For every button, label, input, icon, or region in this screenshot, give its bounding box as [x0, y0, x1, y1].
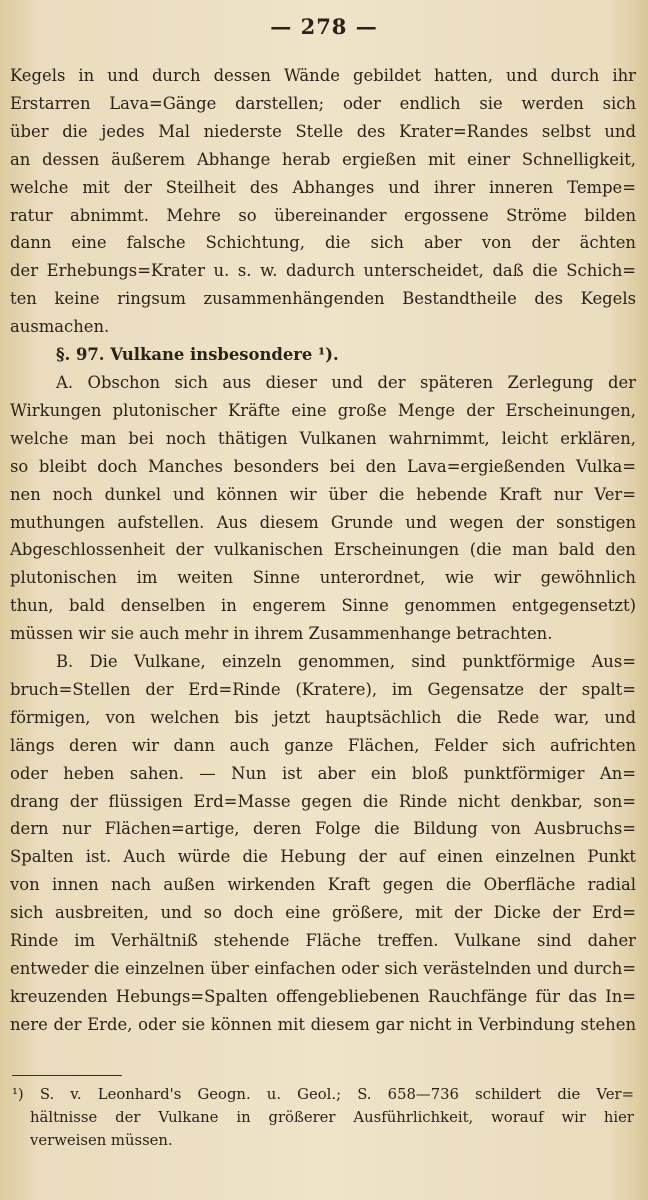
text-line: thun, bald denselben in engerem Sinne genommen entgegensetzt) [10, 596, 636, 616]
text-line: B. Die Vulkane, einzeln genommen, sind punktförmige Aus= [56, 652, 636, 672]
paragraph-b [10, 648, 636, 1039]
footnote-line: hältnisse der Vulkane in größerer Ausführlichkeit, worauf wir hier [30, 1109, 634, 1126]
text-line: entweder die einzelnen über einfachen oder sich verästelnden und durch= [10, 959, 636, 978]
text-line: so bleibt doch Manches besonders bei den Lava=ergießenden Vulka= [10, 456, 636, 476]
text-line: der Erhebungs=Krater u. s. w. dadurch unterscheidet, daß die Schich= [10, 261, 636, 281]
text-line: welche man bei noch thätigen Vulkanen wahrnimmt, leicht erklären, [10, 428, 636, 448]
text-line: oder heben sahen. — Nun ist aber ein bloß punktförmiger An= [10, 763, 636, 783]
text-line: ratur abnimmt. Mehre so übereinander ergossene Ströme bilden [10, 205, 636, 225]
text-line: ausmachen. [10, 317, 110, 337]
page-number: — 278 — [270, 14, 378, 39]
body-text [10, 62, 636, 1039]
text-line: über die jedes Mal niederste Stelle des Krater=Randes selbst und [10, 121, 636, 141]
text-line: von innen nach außen wirkenden Kraft gegen die Oberfläche radial [10, 875, 636, 895]
text-line: drang der flüssigen Erd=Masse gegen die Rinde nicht denkbar, son= [10, 791, 636, 811]
text-line: muthungen aufstellen. Aus diesem Grunde und wegen der sonstigen [10, 512, 636, 532]
text-line: kreuzenden Hebungs=Spalten offengebliebenen Rauchfänge für das In= [10, 986, 636, 1006]
text-line: bruch=Stellen der Erd=Rinde (Kratere), im Gegensatze der spalt= [10, 679, 636, 699]
paragraph-a [10, 369, 636, 648]
text-line: nen noch dunkel und können wir über die hebende Kraft nur Ver= [10, 484, 636, 504]
text-line: förmigen, von welchen bis jetzt hauptsächlich die Rede war, und [10, 707, 636, 727]
text-line: Abgeschlossenheit der vulkanischen Erscheinungen (die man bald den [10, 540, 636, 560]
paragraph-continuation [10, 62, 636, 341]
text-line: Spalten ist. Auch würde die Hebung der auf einen einzelnen Punkt [10, 847, 636, 867]
text-line: welche mit der Steilheit des Abhanges und ihrer inneren Tempe= [10, 177, 636, 197]
footnote [12, 1083, 634, 1152]
text-line: Erstarren Lava=Gänge darstellen; oder endlich sie werden sich [10, 93, 636, 113]
text-line: dern nur Flächen=artige, deren Folge die Bildung von Ausbruchs= [10, 819, 636, 839]
footnote-divider [12, 1075, 122, 1076]
section-heading: §. 97. Vulkane insbesondere ¹). [56, 345, 339, 365]
text-line: sich ausbreiten, und so doch eine größere, mit der Dicke der Erd= [10, 903, 636, 923]
text-line: an dessen äußerem Abhange herab ergießen mit einer Schnelligkeit, [10, 149, 636, 169]
text-line: ten keine ringsum zusammenhängenden Bestandtheile des Kegels [10, 289, 636, 309]
footnote-line: verweisen müssen. [30, 1132, 173, 1149]
text-line: nere der Erde, oder sie können mit diesem gar nicht in Verbindung stehen [10, 1014, 636, 1034]
text-line: müssen wir sie auch mehr in ihrem Zusammenhange betrachten. [10, 624, 553, 644]
text-line: Wirkungen plutonischer Kräfte eine große Menge der Erscheinungen, [10, 400, 636, 420]
text-line: Kegels in und durch dessen Wände gebildet hatten, und durch ihr [10, 66, 636, 85]
text-line: plutonischen im weiten Sinne unterordnet, wie wir gewöhnlich [10, 568, 636, 588]
text-line: Rinde im Verhältniß stehende Fläche treffen. Vulkane sind daher [10, 931, 636, 951]
text-line: dann eine falsche Schichtung, die sich aber von der ächten [10, 233, 636, 253]
footnote-line: ¹) S. v. Leonhard's Geogn. u. Geol.; S. 658—736 schildert die Ver= [12, 1086, 634, 1103]
text-line: A. Obschon sich aus dieser und der späteren Zerlegung der [56, 372, 636, 392]
text-line: längs deren wir dann auch ganze Flächen, Felder sich aufrichten [10, 735, 636, 755]
